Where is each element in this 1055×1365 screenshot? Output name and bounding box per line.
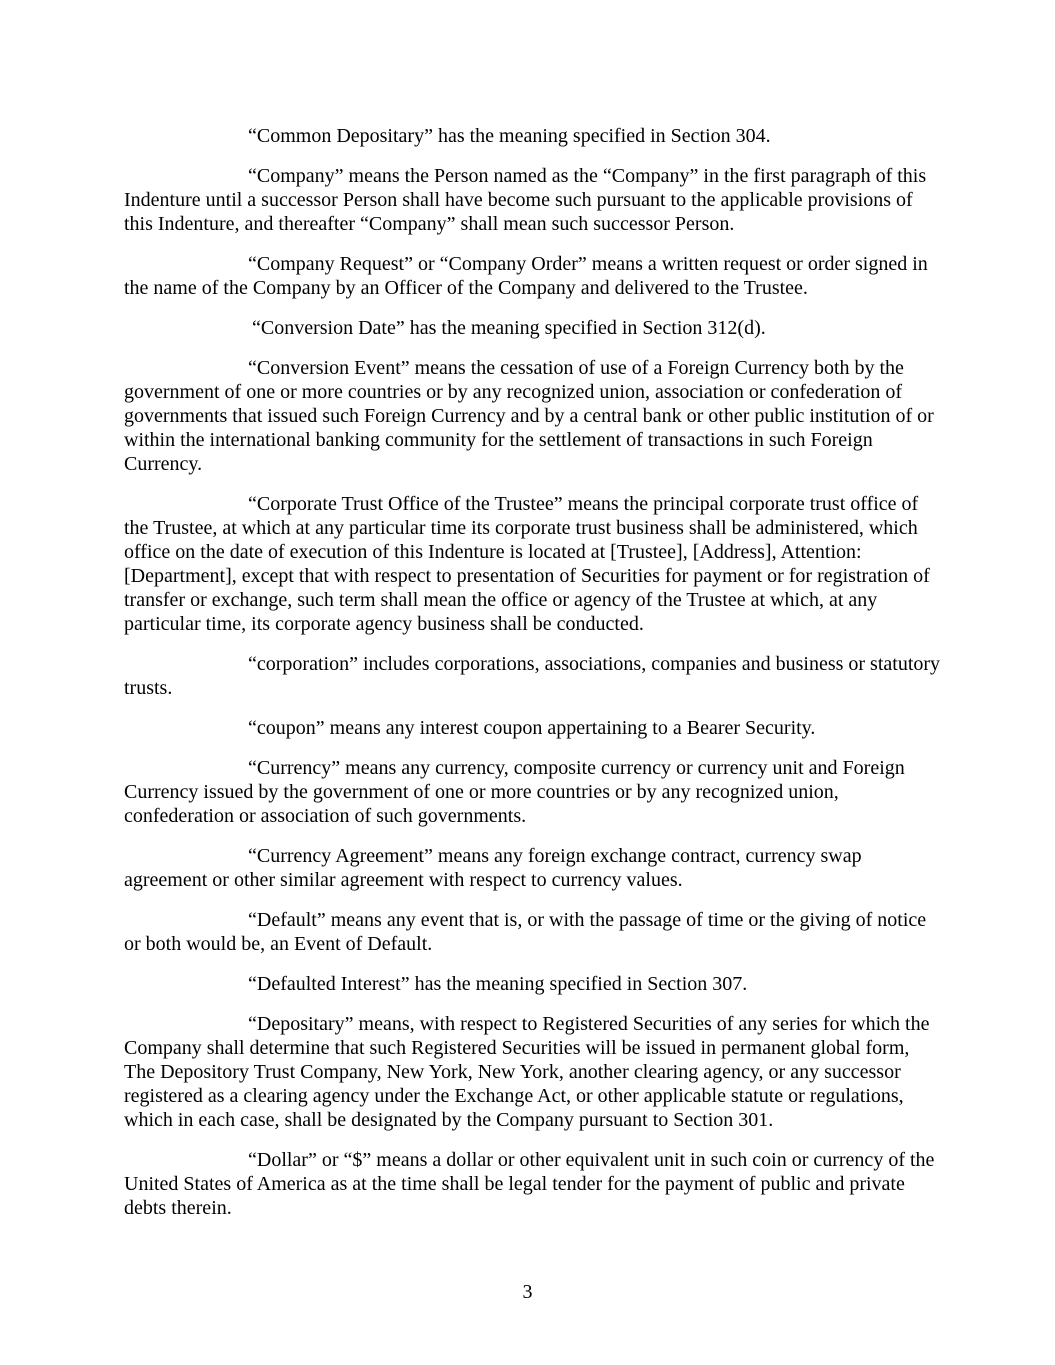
- definition-paragraph: “Depositary” means, with respect to Registered Securities of any series for which the Company shall determine that such Registered Securities will be issued in permanent global form, The Depository Trust Company, New York, New York, another clearing agency, or any successor registered as a clearing agency under the Exchange Act, or other applicable statute or regulations, which in each case, shall be designated by the Company pursuant to Section 301.: [124, 1013, 930, 1131]
- definition-paragraph: “Currency” means any currency, composite currency or currency unit and Foreign Currency issued by the government of one or more countries or by any recognized union, confederation or association of such governments.: [124, 757, 905, 827]
- definition-paragraph: “Dollar” or “$” means a dollar or other equivalent unit in such coin or currency of the United States of America as at the time shall be legal tender for the payment of public and private debts therein.: [124, 1149, 935, 1219]
- definition-paragraph: “Currency Agreement” means any foreign exchange contract, currency swap agreement or other similar agreement with respect to currency values.: [124, 845, 862, 891]
- definitions-body: [124, 124, 944, 1236]
- definition-paragraph: “Conversion Event” means the cessation of use of a Foreign Currency both by the government of one or more countries or by any recognized union, association or confederation of governments that issued such Foreign Currency and by a central bank or other public institution of or within the international banking community for the settlement of transactions in such Foreign Currency.: [124, 357, 934, 475]
- definition-paragraph: “Common Depositary” has the meaning specified in Section 304.: [248, 125, 771, 147]
- definition-paragraph: “Defaulted Interest” has the meaning specified in Section 307.: [248, 973, 748, 995]
- definition-paragraph: “coupon” means any interest coupon appertaining to a Bearer Security.: [248, 717, 816, 739]
- definition-paragraph: “Company” means the Person named as the “Company” in the first paragraph of this Indenture until a successor Person shall have become such pursuant to the applicable provisions of this Indenture, and thereafter “Company” shall mean such successor Person.: [124, 165, 927, 235]
- page-number: 3: [522, 1281, 533, 1303]
- definition-paragraph: “corporation” includes corporations, associations, companies and business or statutory trusts.: [124, 653, 941, 699]
- definition-paragraph: “Conversion Date” has the meaning specified in Section 312(d).: [252, 317, 766, 339]
- definition-paragraph: “Company Request” or “Company Order” means a written request or order signed in the name of the Company by an Officer of the Company and delivered to the Trustee.: [124, 253, 928, 299]
- definition-paragraph: “Corporate Trust Office of the Trustee” means the principal corporate trust office of the Trustee, at which at any particular time its corporate trust business shall be administered, which office on the date of execution of this Indenture is located at [Trustee], [Address], Attention: [Department], except that with respect to presentation of Securities for payment or for registration of transfer or exchange, such term shall mean the office or agency of the Trustee at which, at any particular time, its corporate agency business shall be conducted.: [124, 493, 930, 635]
- definition-paragraph: “Default” means any event that is, or with the passage of time or the giving of notice or both would be, an Event of Default.: [124, 909, 927, 955]
